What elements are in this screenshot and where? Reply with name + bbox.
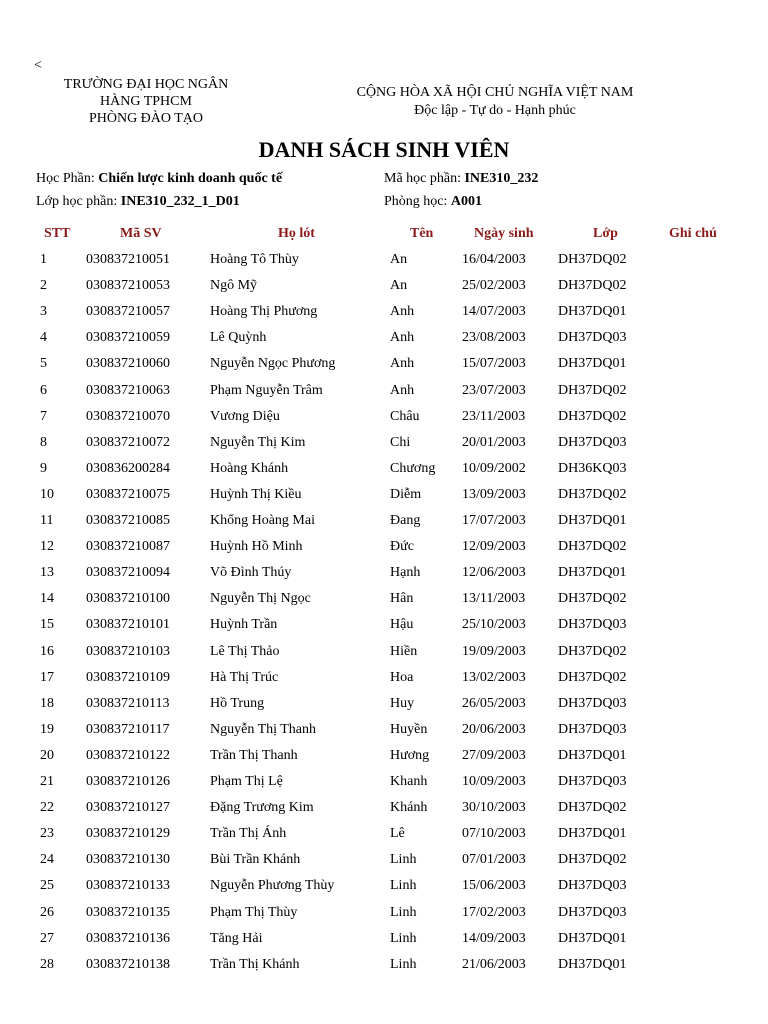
column-header-student-id: Mã SV — [120, 226, 162, 241]
row-class: DH37DQ02 — [558, 278, 627, 294]
row-student-id: 030837210117 — [86, 721, 170, 737]
row-middle-name: Phạm Nguyễn Trâm — [210, 382, 323, 398]
row-class: DH37DQ02 — [558, 800, 627, 816]
row-first-name: Đức — [390, 539, 414, 555]
class-section-info — [36, 194, 240, 210]
page-title: DANH SÁCH SINH VIÊN — [258, 137, 510, 162]
course-value: Chiến lược kinh doanh quốc tế — [98, 171, 283, 186]
row-birth-date: 23/07/2003 — [462, 382, 526, 398]
row-middle-name: Huỳnh Thị Kiều — [210, 486, 302, 502]
row-first-name: Hiền — [390, 643, 418, 659]
school-name — [40, 76, 252, 127]
row-first-name: Hậu — [390, 617, 414, 633]
row-first-name: Hương — [390, 747, 430, 763]
column-header-birth-date: Ngày sinh — [474, 226, 534, 241]
row-stt: 3 — [40, 304, 47, 320]
row-student-id: 030837210113 — [86, 695, 170, 711]
row-birth-date: 19/09/2003 — [462, 643, 526, 659]
row-first-name: Huy — [390, 695, 415, 711]
room-info — [384, 194, 482, 210]
row-stt: 14 — [40, 591, 54, 607]
row-birth-date: 20/01/2003 — [462, 434, 526, 450]
row-middle-name: Hoàng Thị Phương — [210, 304, 318, 320]
table-row — [0, 513, 768, 539]
row-birth-date: 17/07/2003 — [462, 513, 526, 528]
row-student-id: 030837210101 — [86, 617, 170, 633]
row-birth-date: 07/10/2003 — [462, 826, 526, 842]
row-middle-name: Hà Thị Trúc — [210, 669, 279, 685]
course-code-value: INE310_232 — [464, 171, 539, 186]
row-birth-date: 12/09/2003 — [462, 539, 526, 555]
row-class: DH37DQ02 — [558, 852, 627, 868]
row-first-name: Hoa — [390, 669, 414, 685]
course-info — [36, 171, 282, 187]
row-stt: 23 — [40, 826, 54, 842]
row-stt: 18 — [40, 695, 54, 711]
row-birth-date: 15/06/2003 — [462, 878, 526, 894]
row-birth-date: 23/08/2003 — [462, 330, 526, 346]
table-row — [0, 670, 768, 696]
row-student-id: 030837210070 — [86, 408, 170, 424]
row-student-id: 030837210126 — [86, 774, 170, 789]
row-student-id: 030837210133 — [86, 878, 170, 894]
table-row — [0, 330, 768, 356]
table-row — [0, 304, 768, 330]
row-first-name: Huyền — [390, 721, 428, 737]
table-row — [0, 617, 768, 643]
row-stt: 28 — [40, 956, 54, 972]
row-birth-date: 10/09/2003 — [462, 774, 526, 789]
row-middle-name: Nguyễn Phương Thùy — [210, 878, 335, 894]
row-student-id: 030837210060 — [86, 356, 170, 372]
row-birth-date: 13/02/2003 — [462, 669, 526, 685]
row-first-name: Linh — [390, 930, 417, 946]
row-birth-date: 07/01/2003 — [462, 852, 526, 868]
row-birth-date: 10/09/2002 — [462, 460, 526, 476]
row-birth-date: 25/02/2003 — [462, 278, 526, 294]
row-stt: 1 — [40, 252, 47, 267]
row-stt: 12 — [40, 539, 54, 555]
row-first-name: Hân — [390, 591, 414, 607]
row-class: DH37DQ01 — [558, 304, 627, 320]
class-section-value: INE310_232_1_D01 — [120, 194, 240, 209]
row-middle-name: Trần Thị Khánh — [210, 956, 300, 972]
row-class: DH37DQ02 — [558, 539, 627, 555]
row-student-id: 030837210130 — [86, 852, 170, 868]
row-stt: 25 — [40, 878, 54, 894]
row-class: DH37DQ02 — [558, 643, 627, 659]
national-motto — [330, 84, 660, 120]
course-code-info — [384, 171, 538, 187]
row-first-name: Chương — [390, 460, 436, 476]
row-middle-name: Hoàng Tô Thùy — [210, 252, 299, 267]
row-stt: 13 — [40, 565, 54, 581]
row-student-id: 030837210059 — [86, 330, 170, 346]
row-middle-name: Nguyễn Ngọc Phương — [210, 356, 336, 372]
row-student-id: 030837210127 — [86, 800, 170, 816]
row-first-name: Khanh — [390, 774, 428, 789]
row-student-id: 030837210129 — [86, 826, 170, 842]
table-row — [0, 696, 768, 722]
table-row — [0, 800, 768, 826]
column-header-middle-name: Họ lót — [278, 226, 315, 241]
row-student-id: 030837210138 — [86, 956, 170, 972]
course-code-label: Mã học phần: — [384, 171, 461, 186]
row-birth-date: 30/10/2003 — [462, 800, 526, 816]
row-stt: 15 — [40, 617, 54, 633]
row-class: DH37DQ03 — [558, 904, 627, 920]
table-row — [0, 461, 768, 487]
row-birth-date: 13/09/2003 — [462, 486, 526, 502]
row-first-name: Anh — [390, 356, 415, 372]
row-first-name: Hạnh — [390, 565, 421, 581]
row-middle-name: Vương Diệu — [210, 408, 280, 424]
row-first-name: Đang — [390, 513, 421, 528]
row-class: DH37DQ03 — [558, 878, 627, 894]
row-stt: 5 — [40, 356, 47, 372]
row-student-id: 030837210100 — [86, 591, 170, 607]
row-first-name: Diễm — [390, 486, 422, 502]
row-class: DH37DQ03 — [558, 721, 627, 737]
row-first-name: Linh — [390, 878, 417, 894]
table-row — [0, 278, 768, 304]
row-middle-name: Phạm Thị Lệ — [210, 774, 283, 789]
row-stt: 11 — [40, 513, 54, 528]
table-row — [0, 957, 768, 983]
course-label: Học Phần: — [36, 171, 95, 186]
row-middle-name: Lê Quỳnh — [210, 330, 267, 346]
row-stt: 10 — [40, 486, 54, 502]
row-stt: 16 — [40, 643, 54, 659]
row-stt: 22 — [40, 800, 54, 816]
row-middle-name: Trần Thị Ánh — [210, 826, 287, 842]
row-middle-name: Hoàng Khánh — [210, 460, 289, 476]
row-middle-name: Trần Thị Thanh — [210, 747, 298, 763]
table-row — [0, 565, 768, 591]
row-birth-date: 27/09/2003 — [462, 747, 526, 763]
row-student-id: 030837210122 — [86, 747, 170, 763]
row-student-id: 030837210109 — [86, 669, 170, 685]
nation-line-2: Độc lập - Tự do - Hạnh phúc — [414, 103, 576, 118]
row-birth-date: 17/02/2003 — [462, 904, 526, 920]
row-class: DH37DQ02 — [558, 591, 627, 607]
row-birth-date: 15/07/2003 — [462, 356, 526, 372]
row-middle-name: Ngô Mỹ — [210, 278, 258, 294]
column-header-note: Ghi chú — [669, 226, 717, 241]
row-stt: 17 — [40, 669, 54, 685]
row-first-name: Chi — [390, 434, 411, 450]
column-header-stt: STT — [44, 226, 71, 241]
row-stt: 26 — [40, 904, 54, 920]
row-first-name: Khánh — [390, 800, 428, 816]
row-class: DH37DQ03 — [558, 617, 627, 633]
row-student-id: 030836200284 — [86, 460, 170, 476]
room-label: Phòng học: — [384, 194, 448, 209]
row-middle-name: Khổng Hoàng Mai — [210, 513, 315, 528]
row-class: DH36KQ03 — [558, 460, 627, 476]
table-row — [0, 826, 768, 852]
row-student-id: 030837210075 — [86, 486, 170, 502]
row-stt: 9 — [40, 460, 47, 476]
room-value: A001 — [450, 194, 483, 209]
row-class: DH37DQ02 — [558, 252, 627, 267]
row-middle-name: Bùi Trần Khánh — [210, 852, 301, 868]
row-class: DH37DQ03 — [558, 774, 627, 789]
school-line-3: PHÒNG ĐÀO TẠO — [88, 111, 204, 126]
row-birth-date: 13/11/2003 — [462, 591, 526, 607]
row-birth-date: 20/06/2003 — [462, 721, 526, 737]
row-student-id: 030837210085 — [86, 513, 170, 528]
row-birth-date: 16/04/2003 — [462, 252, 526, 267]
row-birth-date: 12/06/2003 — [462, 565, 526, 581]
row-first-name: Anh — [390, 382, 415, 398]
row-middle-name: Phạm Thị Thùy — [210, 904, 298, 920]
row-first-name: Anh — [390, 330, 415, 346]
table-row — [0, 774, 768, 800]
row-student-id: 030837210057 — [86, 304, 170, 320]
row-stt: 20 — [40, 747, 54, 763]
table-row — [0, 539, 768, 565]
row-stt: 4 — [40, 330, 47, 346]
row-class: DH37DQ01 — [558, 930, 627, 946]
row-middle-name: Huỳnh Trần — [210, 617, 278, 633]
row-class: DH37DQ01 — [558, 826, 627, 842]
row-first-name: Linh — [390, 904, 417, 920]
row-class: DH37DQ03 — [558, 695, 627, 711]
table-row — [0, 487, 768, 513]
row-middle-name: Đặng Trương Kim — [210, 800, 314, 816]
row-birth-date: 25/10/2003 — [462, 617, 526, 633]
school-line-2: HÀNG TPHCM — [100, 94, 192, 109]
row-stt: 7 — [40, 408, 47, 424]
nation-line-1: CỘNG HÒA XÃ HỘI CHỦ NGHĨA VIỆT NAM — [356, 85, 634, 100]
table-row — [0, 356, 768, 382]
row-first-name: Lê — [390, 826, 405, 842]
row-middle-name: Nguyễn Thị Ngọc — [210, 591, 311, 607]
row-middle-name: Lê Thị Thảo — [210, 643, 280, 659]
row-stt: 19 — [40, 721, 54, 737]
table-row — [0, 383, 768, 409]
row-class: DH37DQ03 — [558, 434, 627, 450]
row-middle-name: Hồ Trung — [210, 695, 265, 711]
row-class: DH37DQ01 — [558, 747, 627, 763]
row-student-id: 030837210135 — [86, 904, 170, 920]
table-row — [0, 409, 768, 435]
row-stt: 6 — [40, 382, 47, 398]
row-student-id: 030837210072 — [86, 434, 170, 450]
row-class: DH37DQ03 — [558, 330, 627, 346]
row-middle-name: Võ Đình Thúy — [210, 565, 292, 581]
table-row — [0, 905, 768, 931]
row-first-name: An — [390, 252, 408, 267]
row-class: DH37DQ02 — [558, 408, 627, 424]
row-student-id: 030837210136 — [86, 930, 170, 946]
table-row — [0, 722, 768, 748]
row-class: DH37DQ01 — [558, 956, 627, 972]
row-first-name: Anh — [390, 304, 415, 320]
table-row — [0, 591, 768, 617]
table-row — [0, 931, 768, 957]
row-student-id: 030837210087 — [86, 539, 170, 555]
back-link[interactable]: < — [34, 58, 42, 73]
row-middle-name: Huỳnh Hồ Minh — [210, 539, 303, 555]
row-class: DH37DQ01 — [558, 513, 627, 528]
table-row — [0, 252, 768, 278]
row-birth-date: 14/07/2003 — [462, 304, 526, 320]
row-class: DH37DQ01 — [558, 565, 627, 581]
school-line-1: TRƯỜNG ĐẠI HỌC NGÂN — [63, 77, 229, 92]
row-middle-name: Nguyễn Thị Kim — [210, 434, 306, 450]
row-class: DH37DQ01 — [558, 356, 627, 372]
table-row — [0, 435, 768, 461]
row-stt: 21 — [40, 774, 54, 789]
table-row — [0, 852, 768, 878]
row-student-id: 030837210053 — [86, 278, 170, 294]
table-row — [0, 644, 768, 670]
row-stt: 27 — [40, 930, 54, 946]
row-student-id: 030837210094 — [86, 565, 170, 581]
table-row — [0, 748, 768, 774]
row-class: DH37DQ02 — [558, 486, 627, 502]
row-student-id: 030837210051 — [86, 252, 170, 267]
row-birth-date: 14/09/2003 — [462, 930, 526, 946]
row-class: DH37DQ02 — [558, 382, 627, 398]
row-stt: 24 — [40, 852, 54, 868]
table-row — [0, 878, 768, 904]
row-stt: 2 — [40, 278, 47, 294]
column-header-class: Lớp — [593, 226, 618, 241]
row-birth-date: 26/05/2003 — [462, 695, 526, 711]
row-middle-name: Tăng Hải — [210, 930, 263, 946]
row-first-name: Linh — [390, 956, 417, 972]
row-student-id: 030837210103 — [86, 643, 170, 659]
row-first-name: Linh — [390, 852, 417, 868]
row-first-name: Châu — [390, 408, 420, 424]
row-birth-date: 21/06/2003 — [462, 956, 526, 972]
row-stt: 8 — [40, 434, 47, 450]
row-birth-date: 23/11/2003 — [462, 408, 526, 424]
class-section-label: Lớp học phần: — [36, 194, 118, 209]
row-class: DH37DQ02 — [558, 669, 627, 685]
row-first-name: An — [390, 278, 408, 294]
row-middle-name: Nguyễn Thị Thanh — [210, 721, 317, 737]
row-student-id: 030837210063 — [86, 382, 170, 398]
column-header-first-name: Tên — [410, 226, 434, 241]
